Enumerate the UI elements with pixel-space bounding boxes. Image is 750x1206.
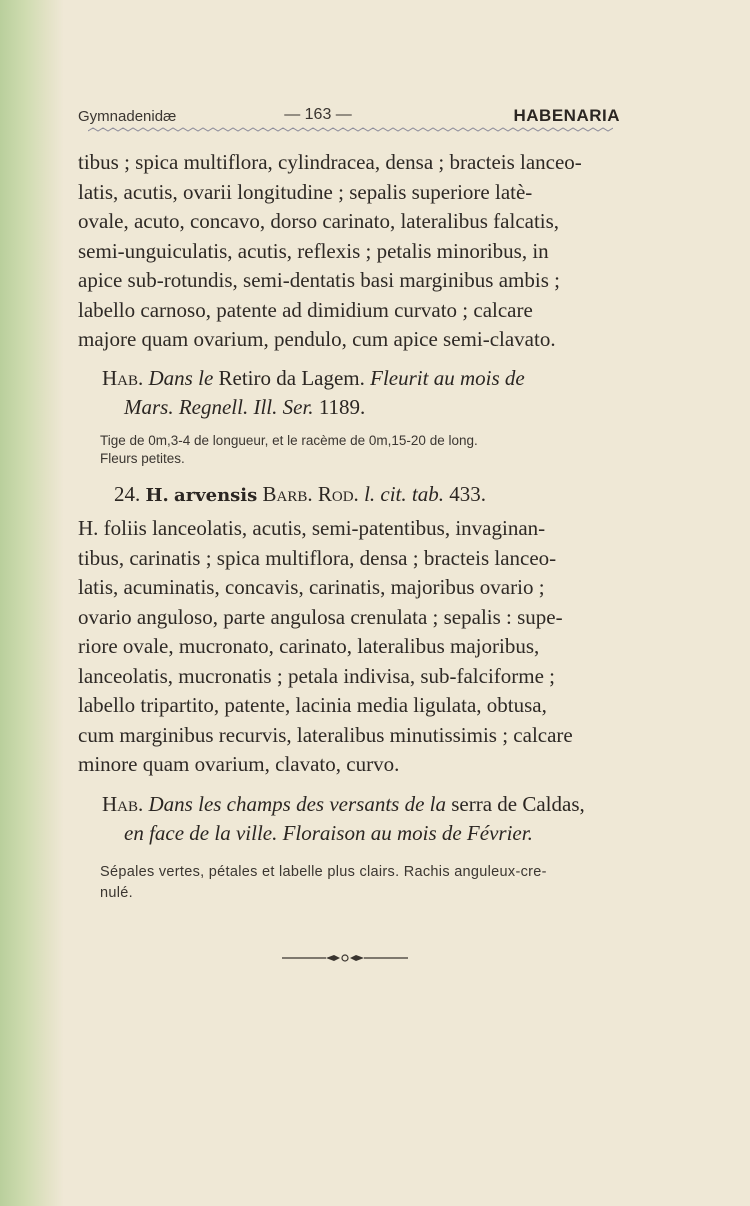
species-reference: l. cit. tab.	[364, 482, 444, 506]
text-line: apice sub-rotundis, semi-dentatis basi marginibus ambis ;	[78, 268, 560, 292]
text-line: majore quam ovarium, pendulo, cum apice semi-clavato.	[78, 327, 556, 351]
description-arvensis	[78, 514, 618, 780]
text-line: H. foliis lanceolatis, acutis, semi-patentibus, invaginan-	[78, 516, 546, 540]
text-line: cum marginibus recurvis, lateralibus minutissimis ; calcare	[78, 722, 573, 747]
text-line: riore ovale, mucronato, carinato, lateralibus majoribus,	[78, 634, 540, 658]
note-line: Sépales vertes, pétales et labelle plus clairs. Rachis anguleux-cre-	[100, 864, 547, 880]
hab-text-italic: Fleurit au mois de	[370, 366, 525, 390]
running-header	[78, 104, 618, 128]
text-line: ovario anguloso, parte angulosa crenulata ; sepalis : supe-	[78, 604, 563, 629]
text-line: lanceolatis, mucronatis ; petala indivisa, sub-falciforme ;	[78, 663, 556, 688]
note-line: Tige de 0m,3-4 de longueur, et le racème de 0m,15-20 de long.	[100, 433, 478, 448]
text-line: tibus, carinatis ; spica multiflora, densa ; bracteis lanceo-	[78, 545, 557, 570]
habitat-1	[102, 364, 618, 422]
habitat-line	[102, 393, 618, 422]
species-authors: Barb. Rod.	[262, 482, 359, 506]
hab-collector: Mars. Regnell. Ill. Ser.	[124, 395, 314, 419]
text-line: minore quam ovarium, clavato, curvo.	[78, 752, 400, 776]
hab-text-italic: Dans le	[148, 366, 214, 390]
book-page	[78, 0, 618, 1206]
habitat-2	[102, 790, 618, 848]
text-line: semi-unguiculatis, acutis, reflexis ; petalis minoribus, in	[78, 238, 549, 263]
hab-locality: serra de Caldas,	[451, 792, 585, 816]
hab-specimen-number: 1189.	[318, 395, 366, 419]
page-gutter-shadow	[0, 0, 64, 1206]
text-line: tibus ; spica multiflora, cylindracea, densa ; bracteis lanceo-	[78, 150, 582, 174]
description-continued	[78, 148, 618, 355]
text-line: latis, acutis, ovarii longitudine ; sepalis superiore latè-	[78, 179, 533, 204]
note-2	[100, 862, 618, 904]
text-line: latis, acuminatis, concavis, carinatis, majoribus ovario ;	[78, 575, 545, 599]
header-page-number: — 163 —	[284, 106, 352, 123]
hab-text-italic: Dans les champs des versants de la	[148, 792, 446, 816]
habitat-line: en face de la ville. Floraison au mois de Février.	[124, 821, 533, 845]
species-number: 24.	[114, 482, 141, 506]
species-genus: H.	[145, 485, 169, 506]
text-line: ovale, acuto, concavo, dorso carinato, lateralibus falcatis,	[78, 209, 560, 233]
header-section-name: Gymnadenidæ	[78, 108, 177, 125]
habitat-line	[102, 792, 585, 816]
hab-label: Hab.	[102, 366, 144, 390]
header-genus: HABENARIA	[513, 106, 620, 125]
text-line: labello tripartito, patente, lacinia media ligulata, obtusa,	[78, 693, 547, 717]
note-line: nulé.	[100, 885, 133, 901]
header-wavy-rule	[88, 126, 613, 136]
species-plate: 433.	[449, 482, 486, 506]
note-line: Fleurs petites.	[100, 451, 185, 466]
text-line: labello carnoso, patente ad dimidium curvato ; calcare	[78, 297, 533, 322]
habitat-line	[102, 366, 525, 390]
species-epithet: arvensis	[174, 485, 258, 506]
species-heading	[114, 480, 618, 510]
hab-label: Hab.	[102, 792, 144, 816]
note-1	[100, 432, 618, 468]
hab-locality: Retiro da Lagem.	[218, 366, 365, 390]
end-ornament	[282, 952, 408, 964]
